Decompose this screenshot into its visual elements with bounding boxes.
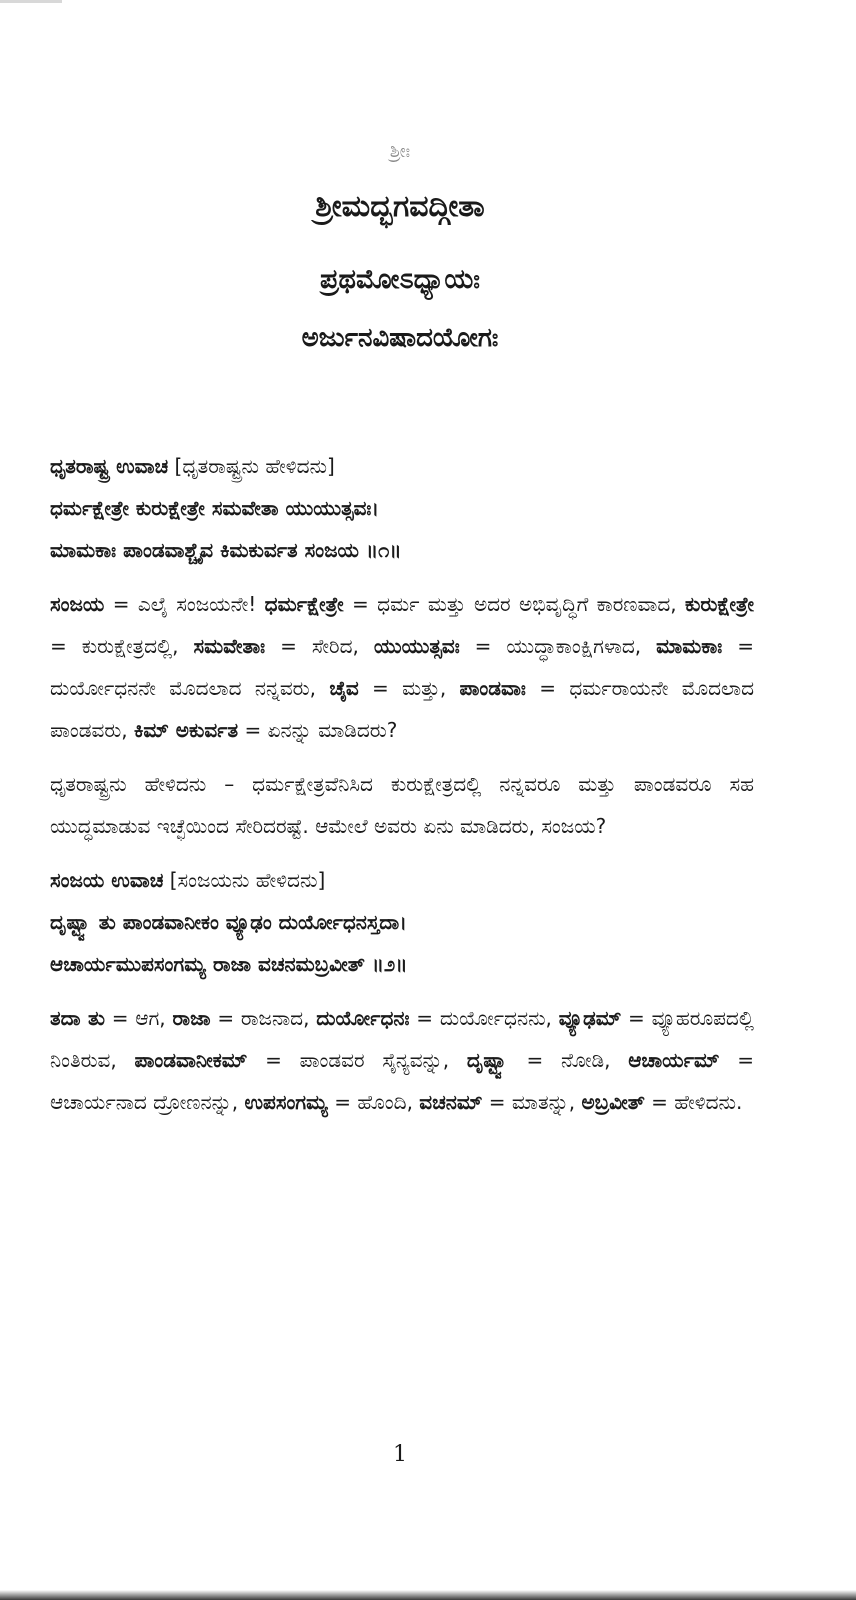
gloss-term: ಕುರುಕ್ಷೇತ್ರೇ [685,592,754,616]
invocation: ಶ್ರೀಃ [389,141,411,162]
gloss-term: ದೃಷ್ಟ್ವಾ [466,1048,509,1072]
gloss-meaning: = ಧರ್ಮರಾಯನೇ ಮೊದಲಾದ ಪಾಂಡವರು, [50,676,754,742]
gloss-term: ಪಾಂಡವಾಃ [459,676,526,700]
gloss-meaning: = ಎಲೈ ಸಂಜಯನೇ! [104,592,265,616]
verse-line: ದೃಷ್ಟ್ವಾ ತು ಪಾಂಡವಾನೀಕಂ ವ್ಯೂಢಂ ದುರ್ಯೋಧನಸ್ತದಾ। [50,910,407,934]
verse-line: ಮಾಮಕಾಃ ಪಾಂಡವಾಶ್ಚೈವ ಕಿಮಕುರ್ವತ ಸಂಜಯ ॥೧॥ [50,538,402,562]
gloss-meaning: = ಏನನ್ನು ಮಾಡಿದರು? [238,718,398,742]
page-top-edge [0,0,62,3]
gloss-term: ಪಾಂಡವಾನೀಕಮ್ [134,1048,248,1072]
chapter-subtitle: ಅರ್ಜುನವಿಷಾದಯೋಗಃ [301,323,499,353]
page-bottom-edge [0,1590,856,1600]
gloss-term: ಯುಯುತ್ಸವಃ [373,634,460,658]
gloss-term: ಮಾಮಕಾಃ [656,634,723,658]
gloss-term: ಅಬ್ರವೀತ್ [581,1090,645,1114]
gloss-meaning: = ನೋಡಿ, [508,1048,629,1072]
gloss-term: ಸಮವೇತಾಃ [193,634,266,658]
chapter-header [0,132,800,362]
gloss-meaning: = ಹೊಂದಿ, [327,1090,420,1114]
gloss-meaning: = ಯುದ್ಧಾಕಾಂಕ್ಷಿಗಳಾದ, [459,634,657,658]
gloss-meaning: = ವ್ಯೂಹರೂಪದಲ್ಲಿ ನಿಂತಿರುವ, [50,1006,754,1072]
gloss-meaning: = ಹೇಳಿದನು. [644,1090,743,1114]
verse-line: ಧರ್ಮಕ್ಷೇತ್ರೇ ಕುರುಕ್ಷೇತ್ರೇ ಸಮವೇತಾ ಯುಯುತ್ಸವಃ। [50,496,380,520]
speaker-name: ಸಂಜಯ ಉವಾಚ [50,868,164,892]
gloss-term: ಸಂಜಯ [50,592,105,616]
gloss-term: ಉಪಸಂಗಮ್ಯ [244,1090,328,1114]
gloss-term: ರಾಜಾ [172,1006,211,1030]
gloss-term: ತದಾ ತು [50,1006,105,1030]
translation-paragraph: ಧೃತರಾಷ್ಟ್ರನು ಹೇಳಿದನು – ಧರ್ಮಕ್ಷೇತ್ರವೆನಿಸಿದ ಕುರುಕ್ಷೇತ್ರದಲ್ಲಿ ನನ್ನವರೂ ಮತ್ತು ಪಾಂಡವರೂ ಸಹ ಯುದ್ಧಮಾಡುವ ಇಚ್ಛೆಯಿಂದ ಸೇರಿದರಷ್ಟೆ. ಆಮೇಲೆ ಅವರು ಏನು ಮಾಡಿದರು, ಸಂಜಯ? [50,772,754,838]
gloss-meaning: = ದುರ್ಯೋಧನನು, [409,1006,559,1030]
gloss-meaning: = ಆಗ, [104,1006,173,1030]
gloss-meaning: = ಪಾಂಡವರ ಸೈನ್ಯವನ್ನು, [247,1048,467,1072]
gloss-meaning: = ಸೇರಿದ, [265,634,374,658]
speaker-line [50,445,754,487]
gloss-term: ವಚನಮ್ [419,1090,483,1114]
gloss-term: ವ್ಯೂಢಮ್ [558,1006,622,1030]
gloss-meaning: = ಧರ್ಮ ಮತ್ತು ಅದರ ಅಭಿವೃದ್ಧಿಗೆ ಕಾರಣವಾದ, [343,592,686,616]
gloss-meaning: = ದುರ್ಯೋಧನನೇ ಮೊದಲಾದ ನನ್ನವರು, [50,634,754,700]
gloss-meaning: = ಮತ್ತು, [358,676,460,700]
word-meaning-paragraph [50,583,754,751]
page-number: 1 [393,1442,407,1467]
page-body [50,445,754,1123]
verse-line: ಆಚಾರ್ಯಮುಪಸಂಗಮ್ಯ ರಾಜಾ ವಚನಮಬ್ರವೀತ್ ॥೨॥ [50,952,408,976]
gloss-term: ಚೈವ [329,676,359,700]
gloss-term: ಕಿಮ್ ಅಕುರ್ವತ [133,718,239,742]
speaker-gloss: [ಧೃತರಾಷ್ಟ್ರನು ಹೇಳಿದನು] [174,454,335,478]
book-title: ಶ್ರೀಮದ್ಭಗವದ್ಗೀತಾ [315,189,485,224]
speaker-line [50,859,754,901]
gloss-meaning: = ಕುರುಕ್ಷೇತ್ರದಲ್ಲಿ, [50,634,194,658]
gloss-meaning: = ರಾಜನಾದ, [210,1006,317,1030]
section-gap [50,847,754,859]
speaker-name: ಧೃತರಾಷ್ಟ್ರ ಉವಾಚ [50,454,169,478]
word-meaning-paragraph [50,997,754,1123]
gloss-meaning: = ಆಚಾರ್ಯನಾದ ದ್ರೋಣನನ್ನು, [50,1048,754,1114]
speaker-gloss: [ಸಂಜಯನು ಹೇಳಿದನು] [169,868,326,892]
gloss-term: ದುರ್ಯೋಧನಃ [316,1006,410,1030]
chapter-title: ಪ್ರಥಮೋಽಧ್ಯಾಯಃ [320,264,480,295]
gloss-meaning: = ಮಾತನ್ನು, [482,1090,582,1114]
gloss-term: ಧರ್ಮಕ್ಷೇತ್ರೇ [264,592,344,616]
gloss-term: ಆಚಾರ್ಯಮ್ [628,1048,720,1072]
